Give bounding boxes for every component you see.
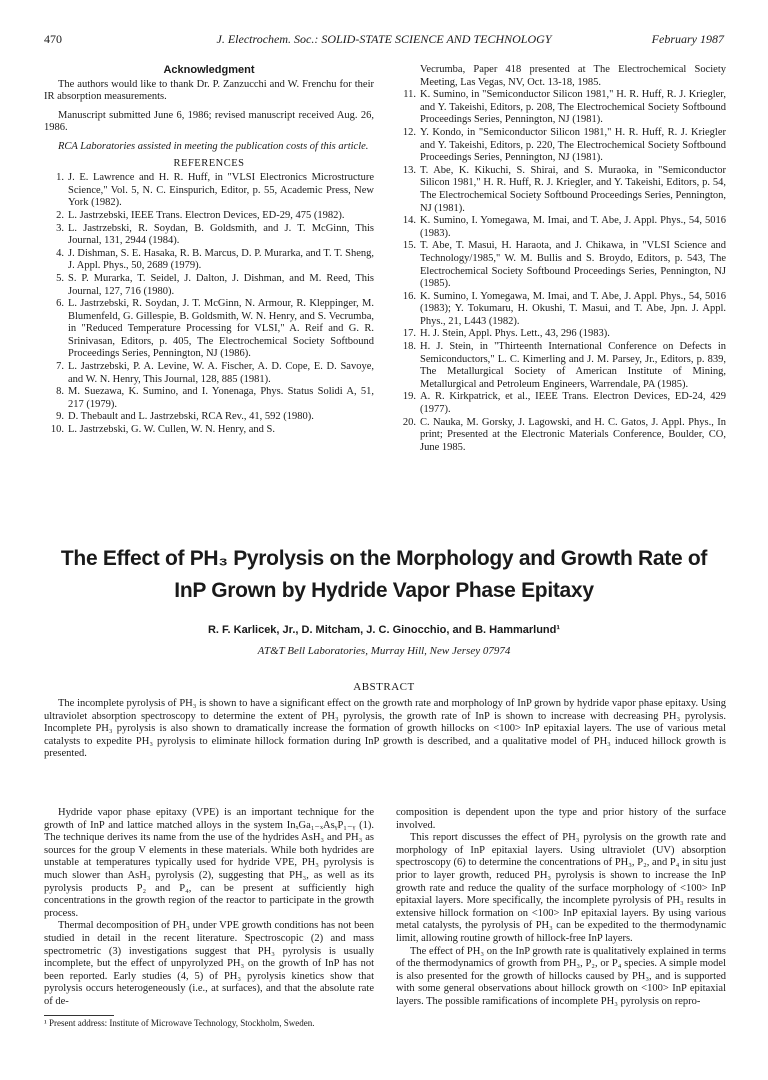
body-paragraph: Thermal decomposition of PH₃ under VPE growth conditions has not been studied in detail in the recent literature. Spectroscopic (2) and mass spectrometric (3) investigations suggest that PH₃ pyrolysis is usually incomplete, but the effect of unpyrolyzed PH₃ on the growth of InP has not been reported. Early studies (4, 5) of PH₃ pyrolysis kinetics show that pyrolysis occurs heterogeneously (i.e., at surfaces), and that the absolute rate of de- xyxy=(44,920,374,1007)
reference-number: 13. xyxy=(402,164,416,176)
references-list-right xyxy=(396,89,726,454)
reference-item xyxy=(396,417,726,455)
reference-item xyxy=(44,386,374,411)
reference-text: L. Jastrzebski, G. W. Cullen, W. N. Henry, and S. xyxy=(68,424,275,436)
reference-item xyxy=(44,248,374,273)
reference-number: 12. xyxy=(402,126,416,138)
reference-item xyxy=(44,298,374,361)
top-right-column xyxy=(396,64,726,454)
reference-item xyxy=(396,391,726,416)
reference-item xyxy=(44,361,374,386)
reference-10-continued: Vecrumba, Paper 418 presented at The Electrochemical Society Meeting, Las Vegas, NV, Oct. 13-18, 1985. xyxy=(420,64,726,88)
abstract-heading: ABSTRACT xyxy=(353,681,415,693)
reference-text: H. J. Stein, in "Thirteenth International Conference on Defects in Semiconductors," L. C. Kimerling and J. M. Parsey, Jr., Editors, p. 839, The Metallurgical Society of American Institute of Mining, Metallurgical and Petroleum Engineers, Warrendale, PA (1985). xyxy=(420,341,726,390)
manuscript-note: Manuscript submitted June 6, 1986; revised manuscript received Aug. 26, 1986. xyxy=(44,109,374,134)
reference-number: 17. xyxy=(402,328,416,340)
references-heading: REFERENCES xyxy=(173,157,245,169)
reference-text: M. Suezawa, K. Sumino, and I. Yonenaga, Phys. Status Solidi A, 51, 217 (1979). xyxy=(68,386,374,410)
reference-number: 11. xyxy=(403,89,416,101)
reference-item xyxy=(396,291,726,329)
reference-item xyxy=(44,223,374,248)
reference-item xyxy=(44,172,374,210)
reference-text: J. E. Lawrence and H. R. Huff, in "VLSI Electronics Microstructure Science," Vol. 5, N. C. Einspurich, Editor, p. 55, Academic Press, New York (1982). xyxy=(68,172,374,209)
issue-date: February 1987 xyxy=(651,32,724,46)
reference-item xyxy=(396,127,726,165)
reference-number: 2. xyxy=(56,209,64,221)
reference-text: J. Dishman, S. E. Hasaka, R. B. Marcus, D. P. Murarka, and T. T. Sheng, J. Appl. Phys., 50, 2689 (1979). xyxy=(68,247,374,272)
reference-item xyxy=(396,328,726,341)
body-paragraph: The effect of PH₃ on the InP growth rate is qualitatively explained in terms of the thermodynamics of growth from PH₃, P₂, or P₄ species. A simple model is also presented for the growth of hillocks caused by PH₃, and is supported with some general observations about hillock growth on <100> InP epitaxial layers. The possible ramifications of incomplete PH₃ pyrolysis on repro- xyxy=(396,945,726,1007)
reference-text: Y. Kondo, in "Semiconductor Silicon 1981," H. R. Huff, R. J. Kriegler and Y. Takeishi, Editors, p. 220, The Electrochemical Society Softbound Proceedings Series, Pennington, NJ (1981). xyxy=(420,126,726,164)
reference-number: 7. xyxy=(56,361,64,373)
references-list-left xyxy=(44,172,374,436)
reference-number: 5. xyxy=(56,272,64,284)
reference-number: 20. xyxy=(402,416,416,428)
reference-item xyxy=(396,165,726,215)
acknowledgment-text: The authors would like to thank Dr. P. Zanzucchi and W. Frenchu for their IR absorption measurements. xyxy=(44,78,374,103)
reference-text: D. Thebault and L. Jastrzebski, RCA Rev., 41, 592 (1980). xyxy=(68,411,314,423)
reference-number: 16. xyxy=(402,290,416,302)
reference-text: H. J. Stein, Appl. Phys. Lett., 43, 296 (1983). xyxy=(420,328,610,340)
reference-item xyxy=(396,341,726,391)
reference-number: 8. xyxy=(56,386,64,398)
top-left-column xyxy=(44,64,374,437)
reference-item xyxy=(44,273,374,298)
reference-text: T. Abe, T. Masui, H. Haraota, and J. Chikawa, in "VLSI Science and Technology/1985," W. M. Bullis and S. Broydo, Editors, p. 543, The Electrochemical Society Softbound Proceedings Series, Pennington, NJ (1985). xyxy=(420,240,726,290)
reference-item xyxy=(44,424,374,437)
reference-item xyxy=(44,411,374,424)
body-paragraph: composition is dependent upon the type and prior history of the surface involved. xyxy=(396,807,726,831)
abstract-text: The incomplete pyrolysis of PH₃ is shown to have a significant effect on the growth rate and morphology of InP grown by hydride vapor phase epitaxy. Using ultraviolet absorption spectroscopy to determine the extent of PH₃ pyrolysis, the growth rate of InP is shown to increase with decreasing PH₃ pyrolysis. Incomplete PH₃ pyrolysis is also shown to dramatically increase the formation of growth hillocks on <100> InP epitaxial layers. The use of various metal catalysts to expedite PH₃ pyrolysis to eliminate hillock formation during InP growth is described, and a qualitative model of PH₃ induced hillock growth is presented. xyxy=(44,698,726,760)
body-paragraph: Hydride vapor phase epitaxy (VPE) is an important technique for the growth of InP and lattice matched alloys in the system InₓGa₁₋ₓAsᵧP₁₋ᵧ (1). The technique derives its name from the use of the hydrides AsH₃ and PH₃ as sources for the group V elements in these materials. While both hydrides are unstable at temperatures typically used for hydride VPE, PH₃ pyrolysis is much slower than AsH₃ pyrolysis (2), suggesting that PH₃, as well as its pyrolysis products P₂ and P₄, can be present at sufficiently high concentrations in the growth region of the reactor to participate in the growth process. xyxy=(44,807,374,919)
article-authors: R. F. Karlicek, Jr., D. Mitcham, J. C. Ginocchio, and B. Hammarlund¹ xyxy=(207,624,561,636)
reference-item xyxy=(396,240,726,290)
footnote: ¹ Present address: Institute of Microwave Technology, Stockholm, Sweden. xyxy=(44,1017,315,1028)
reference-text: L. Jastrzebski, R. Soydan, B. Goldsmith, and J. T. McGinn, This Journal, 131, 2944 (1984). xyxy=(68,222,374,247)
body-paragraph: This report discusses the effect of PH₃ pyrolysis on the growth rate and morphology of InP epitaxial layers. Using ultraviolet (UV) absorption spectroscopy (6) to determine the concentrations of PH₃, P₂, and P₄ in situ just prior to layer growth, reduced PH₃ pyrolysis is shown to increase the InP growth rate and reduce the quality of the surface morphology of <100> InP epitaxial layers. More specifically, the incomplete pyrolysis of PH₃ results in extensive hillock formation on <100> InP epitaxial layers. By using various metal catalysts, the pyrolysis of PH₃ can be expedited to the thermodynamic limit, allowing routine growth of hillock-free InP layers. xyxy=(396,832,726,944)
article-title-line-2: InP Grown by Hydride Vapor Phase Epitaxy xyxy=(174,579,594,602)
reference-text: L. Jastrzebski, R. Soydan, J. T. McGinn, N. Armour, R. Kleppinger, M. Blumenfeld, G. Gillespie, B. Goldsmith, W. N. Henry, and S. Vecrumba, in "Reduced Temperature Processing for VLSI," A. Reif and G. R. Srinivasan, Editors, p. 405, The Electrochemical Society Softbound Proceedings Series, Pennington, NJ (1986). xyxy=(68,298,374,360)
cost-note: RCA Laboratories assisted in meeting the publication costs of this article. xyxy=(58,140,369,152)
running-header xyxy=(44,32,724,48)
reference-number: 19. xyxy=(402,391,416,403)
reference-number: 15. xyxy=(402,240,416,252)
reference-number: 18. xyxy=(402,341,416,353)
article-title xyxy=(20,543,748,607)
reference-text: K. Sumino, in "Semiconductor Silicon 1981," H. R. Huff, R. J. Kriegler, and Y. Takeishi, Editors, p. 208, The Electrochemical Society Softbound Proceedings Series, Pennington, NJ (1981). xyxy=(420,89,726,126)
reference-item xyxy=(396,215,726,240)
body-right-column xyxy=(396,807,726,1009)
article-affiliation: AT&T Bell Laboratories, Murray Hill, New Jersey 07974 xyxy=(257,645,511,657)
reference-text: K. Sumino, I. Yomegawa, M. Imai, and T. Abe, J. Appl. Phys., 54, 5016 (1983); Y. Tokumaru, H. Okushi, T. Masui, and T. Abe, Jpn. J. Appl. Phys., 21, L443 (1982). xyxy=(420,290,726,327)
reference-text: C. Nauka, M. Gorsky, J. Lagowski, and H. C. Gatos, J. Appl. Phys., In print; Presented at the Electronic Materials Conference, Boulder, CO, June 1985. xyxy=(420,416,726,453)
reference-number: 3. xyxy=(56,222,64,234)
reference-text: S. P. Murarka, T. Seidel, J. Dalton, J. Dishman, and M. Reed, This Journal, 127, 716 (1980). xyxy=(68,272,374,297)
reference-number: 6. xyxy=(56,298,64,310)
reference-item xyxy=(396,89,726,127)
article-title-line-1: The Effect of PH₃ Pyrolysis on the Morphology and Growth Rate of xyxy=(60,547,708,570)
reference-item xyxy=(44,210,374,223)
reference-text: T. Abe, K. Kikuchi, S. Shirai, and S. Muraoka, in "Semiconductor Silicon 1981," H. R. Huff, R. J. Kriegler, and Y. Takeishi, Editors, p. 54, The Electrochemical Society Softbound Proceedings Series, Pennington, NJ (1981). xyxy=(420,164,726,214)
reference-number: 14. xyxy=(402,215,416,227)
body-left-column xyxy=(44,807,374,1029)
footnote-rule xyxy=(44,1015,114,1016)
journal-title: J. Electrochem. Soc.: SOLID-STATE SCIENCE AND TECHNOLOGY xyxy=(216,32,552,46)
page-number: 470 xyxy=(44,32,62,46)
reference-text: K. Sumino, I. Yomegawa, M. Imai, and T. Abe, J. Appl. Phys., 54, 5016 (1983). xyxy=(420,215,726,239)
reference-number: 10. xyxy=(50,424,64,436)
reference-text: L. Jastrzebski, P. A. Levine, W. A. Fischer, A. D. Cope, E. D. Savoye, and W. N. Henry, This Journal, 128, 885 (1981). xyxy=(68,361,374,385)
reference-number: 1. xyxy=(56,172,64,184)
reference-number: 4. xyxy=(56,247,64,259)
reference-number: 9. xyxy=(56,411,64,423)
acknowledgment-heading: Acknowledgment xyxy=(163,64,255,76)
reference-text: L. Jastrzebski, IEEE Trans. Electron Devices, ED-29, 475 (1982). xyxy=(68,209,345,221)
reference-text: A. R. Kirkpatrick, et al., IEEE Trans. Electron Devices, ED-24, 429 (1977). xyxy=(420,391,726,416)
